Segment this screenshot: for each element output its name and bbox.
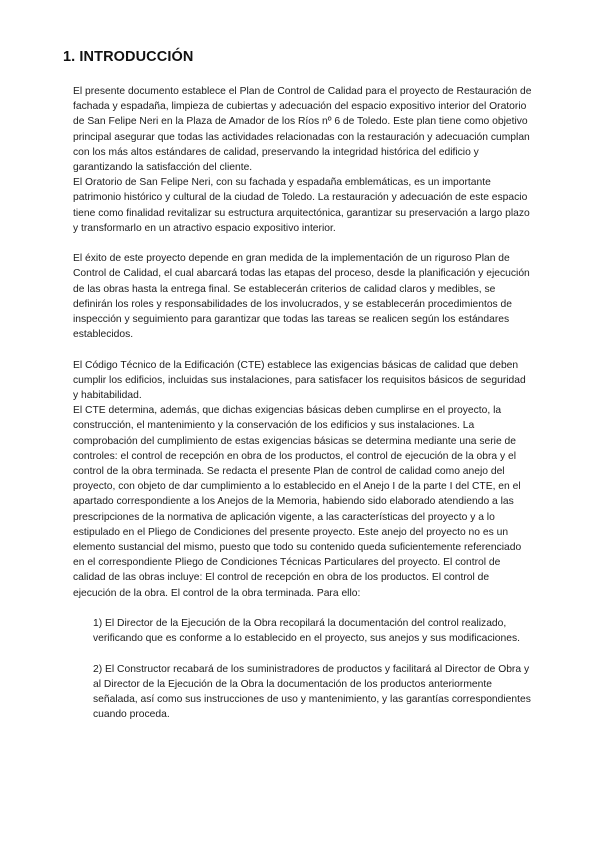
paragraph-spacer — [73, 342, 533, 357]
paragraph-cte-detail: El CTE determina, además, que dichas exigencias básicas deben cumplirse en el proyecto, la construcción, el mantenimiento y la conservación de los edificios y sus instalaciones. La comprobación del cumplimiento de estas exigencias básicas se determina mediante una serie de controles: el control de recepción en obra de los productos, el control de ejecución de la obra y el control de la obra terminada. Se redacta el presente Plan de control de calidad como anejo del proyecto, con objeto de dar cumplimiento a lo establecido en el Anejo I de la parte I del CTE, en el apartado correspondiente a los Anejos de la Memoria, habiendo sido elaborado atendiendo a las prescripciones de la normativa de aplicación vigente, a las características del proyecto y a lo estipulado en el Pliego de Condiciones del presente proyecto. Este anejo del proyecto no es un elemento sustancial del mismo, puesto que todo su contenido queda suficientemente referenciado en el correspondiente Pliego de Condiciones Técnicas Particulares del proyecto. El control de calidad de las obras incluye: El control de recepción en obra de los productos. El control de ejecución de la obra. El control de la obra terminada. Para ello: — [73, 405, 522, 599]
control-list — [73, 616, 533, 722]
list-item: 1) El Director de la Ejecución de la Obra recopilará la documentación del control realizado, verificando que es conforme a lo establecido en el proyecto, sus anejos y sus modificaciones. — [93, 618, 520, 645]
paragraph-spacer — [73, 601, 533, 616]
paragraph-spacer — [73, 236, 533, 251]
list-item: 2) El Constructor recabará de los suministradores de productos y facilitará al Director de Obra y al Director de la Ejecución de la Obra la documentación de los productos anteriormente señalada, así como sus instrucciones de uso y mantenimiento, y las garantías correspondientes cuando proceda. — [93, 663, 531, 721]
paragraph-cte: El Código Técnico de la Edificación (CTE) establece las exigencias básicas de calidad que deben cumplir los edificios, incluidas sus instalaciones, para satisfacer los requisitos básicos de seguridad y habitabilidad. — [73, 359, 526, 402]
paragraph-intro: El presente documento establece el Plan de Control de Calidad para el proyecto de Restauración de fachada y espadaña, limpieza de cubiertas y adecuación del espacio expositivo interior del Oratorio de San Felipe Neri en la Plaza de Amador de los Ríos nº 6 de Toledo. Este plan tiene como objetivo principal asegurar que todas las actividades relacionadas con la restauración y adecuación cumplan con los más altos estándares de calidad, preservando la integridad histórica del edificio y garantizando la satisfacción del cliente. — [73, 86, 532, 174]
paragraph-spacer — [73, 646, 533, 661]
paragraph-success: El éxito de este proyecto depende en gran medida de la implementación de un riguroso Plan de Control de Calidad, el cual abarcará todas las etapas del proceso, desde la planificación y ejecución de las obras hasta la entrega final. Se establecerán criterios de calidad claros y medibles, se definirán los roles y responsabilidades de los involucrados, y se establecerán procedimientos de inspección y seguimiento para garantizar que todas las tareas se realicen según los estándares establecidos. — [73, 253, 530, 341]
document-body — [73, 84, 533, 722]
page-title: 1. INTRODUCCIÓN — [63, 49, 194, 65]
paragraph-oratorio: El Oratorio de San Felipe Neri, con su fachada y espadaña emblemáticas, es un importante patrimonio histórico y cultural de la ciudad de Toledo. La restauración y adecuación de este espacio tiene como finalidad revitalizar su estructura arquitectónica, garantizar su preservación a largo plazo y transformarlo en un atractivo espacio expositivo interior. — [73, 177, 530, 234]
